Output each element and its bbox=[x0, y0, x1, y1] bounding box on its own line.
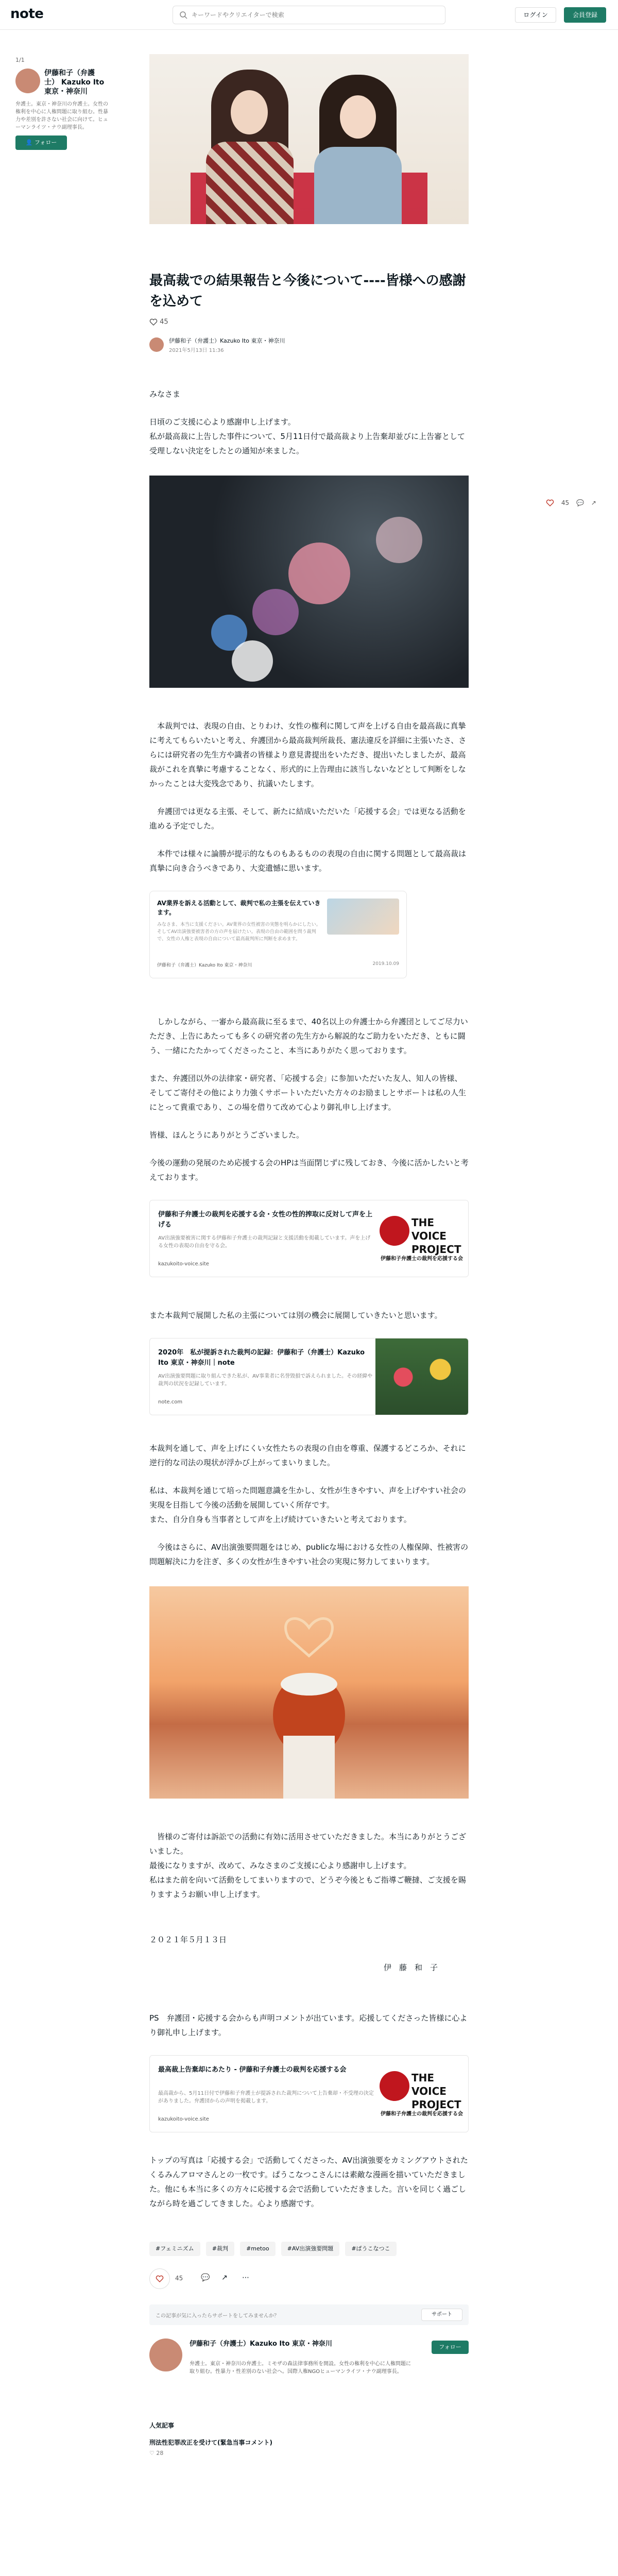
search-input[interactable] bbox=[192, 6, 439, 24]
author-profile-card bbox=[149, 2333, 469, 2416]
support-box bbox=[149, 2304, 469, 2325]
avatar[interactable] bbox=[149, 2338, 182, 2371]
tag[interactable]: #ぱうこなつこ bbox=[345, 2242, 396, 2256]
heart-icon[interactable] bbox=[149, 318, 158, 326]
popular-article-likes: ♡ 28 bbox=[149, 2450, 164, 2456]
embed-description: 最高裁から、5月11日付で伊藤和子弁護士が提訴された裁判について上告棄却・不受理の決定がありました。弁護団からの声明を掲載します。 bbox=[158, 2091, 374, 2104]
embed-description: AV出演強要被害に関する伊藤和子弁護士の裁判記録と支援活動を掲載しています。声を上げる女性の表現の自由を守る会。 bbox=[158, 1235, 371, 1249]
floating-like-count: 45 bbox=[561, 499, 570, 506]
heart-icon[interactable] bbox=[546, 499, 554, 507]
login-button[interactable]: ログイン bbox=[515, 7, 556, 23]
embed-description: AV出演強要問題に取り組んできた私が、AV事業者に名誉毀損で訴えられました。その経緯や裁判の状況を記録しています。 bbox=[158, 1374, 373, 1387]
page-indicator: 1/1 bbox=[15, 57, 25, 63]
author-name[interactable]: 伊藤和子（弁護士）Kazuko Ito 東京・神奈川 bbox=[169, 337, 285, 344]
embed-title: 2020年 私が提訴された裁判の記録：伊藤和子（弁護士）Kazuko Ito 東京・神奈川｜note bbox=[158, 1349, 365, 1367]
embed-date: 2019.10.09 bbox=[372, 961, 399, 967]
embed-site: kazukoito-voice.site bbox=[158, 2116, 209, 2122]
hero-image bbox=[149, 54, 469, 224]
embed-title: 最高裁上告棄却にあたり - 伊藤和子弁護士の裁判を応援する会 bbox=[158, 2066, 347, 2074]
avatar[interactable] bbox=[15, 69, 40, 93]
tag-list bbox=[149, 2242, 469, 2258]
tag[interactable]: #フェミニズム bbox=[149, 2242, 200, 2256]
search-box[interactable] bbox=[173, 6, 445, 24]
popular-article-title[interactable]: 刑法性犯罪改正を受けて(緊急当事コメント) bbox=[149, 2439, 272, 2446]
link-embed-card[interactable] bbox=[149, 2055, 469, 2132]
share-icon[interactable]: ↗ bbox=[591, 499, 596, 506]
voice-project-subtitle: 伊藤和子弁護士の裁判を応援する会 bbox=[381, 1256, 463, 1262]
signature-name: 伊 藤 和 子 bbox=[383, 1963, 438, 1972]
support-button[interactable]: サポート bbox=[421, 2309, 462, 2321]
embed-thumbnail bbox=[375, 1338, 468, 1415]
paragraph: 皆様のご寄付は訴訟での活動に有効に活用させていただきました。本当にありがとうございました。 最後になりますが、改めて、みなさまのご支援に心より感謝申し上げます。 私はまた前を向いて活動をしてまいりますので、どうぞ今後ともご指導ご鞭撻、ご支援を賜りますようお願い申し上げます。 bbox=[149, 1832, 467, 1899]
signup-button[interactable]: 会員登録 bbox=[564, 7, 606, 23]
paragraph: 本裁判では、表現の自由、とりわけ、女性の権利に関して声を上げる自由を最高裁に真摯に考えてもらいたいと考え、弁護団から最高裁判所裁長、憲法違反を詳細に主張いたさ、さらには研究者の先生方や識者の皆様より意見書提出をいただき、提出いたしましたが、最高裁がこれを真摯に考慮することなく、形式的に上告理由に該当しないなどとして判断をしなかったことは大変残念であり、抗議いたします。 bbox=[149, 721, 467, 788]
paragraph: 今後はさらに、AV出演強要問題をはじめ、publicな場における女性の人権保障、性被害の問題解決に力を注ぎ、多くの女性が生きやすい社会の実現に努力してまいります。 bbox=[149, 1543, 469, 1566]
search-icon bbox=[179, 11, 187, 19]
article-title: 最高裁での結果報告と今後について----皆様への感謝を込めて bbox=[149, 273, 466, 309]
sunset-image bbox=[149, 1586, 469, 1799]
paragraph: みなさま bbox=[149, 389, 181, 399]
embed-thumbnail bbox=[375, 2056, 468, 2132]
paragraph: 今後の運動の発展のため応援する会のHPは当面閉じずに残しておき、今後に活かしたいと考えております。 bbox=[149, 1158, 469, 1182]
heart-logo-icon bbox=[380, 1216, 409, 1246]
paragraph: 弁護団では更なる主張、そして、新たに結成いただいた「応援する会」では更なる活動を進める予定でした。 bbox=[149, 807, 466, 831]
like-count: 45 bbox=[175, 2275, 183, 2282]
site-header bbox=[0, 0, 618, 30]
author-bio: 弁護士。東京・神奈川の弁護士。女性の権利を中心に人権問題に取り組む。性暴力や差別を許さない社会に向けて。ヒューマンライツ・ナウ副理事長。 bbox=[15, 101, 108, 130]
follow-button[interactable]: フォロー bbox=[432, 2341, 469, 2354]
voice-project-logo: THE VOICE PROJECT bbox=[411, 1216, 461, 1256]
popular-heading: 人気記事 bbox=[149, 2422, 175, 2429]
link-embed-card[interactable] bbox=[149, 1200, 469, 1277]
heart-logo-icon bbox=[380, 2071, 409, 2101]
heart-icon bbox=[156, 2275, 164, 2283]
embed-site: note.com bbox=[158, 1399, 183, 1405]
paragraph: 本裁判を通して、声を上げにくい女性たちの表現の自由を尊重、保護するどころか、それに逆行的な司法の現状が浮かび上がってまいりました。 bbox=[149, 1444, 466, 1467]
publish-date: 2021年5月13日 11:36 bbox=[169, 348, 224, 353]
link-embed-card[interactable] bbox=[149, 1338, 469, 1415]
paragraph: 私は、本裁判を通じて培った問題意識を生かし、女性が生きやすい、声を上げやすい社会の実現を目指して今後の活動を展開していく所存です。 また、自分自身も当事者として声を上げ続けていきたいと考えております。 bbox=[149, 1486, 467, 1524]
embed-title: AV業界を訴える活動として、裁判で私の主張を伝えていきます。 bbox=[157, 900, 321, 916]
embed-description: みなさま、本当に支援ください。AV業界の女性被害の実態を明らかにしたい。そしてAV出演強要被害者の方の声を届けたい。表現の自由の範囲を問う裁判で、女性の人権と表現の自由について最高裁判所に判断を求めます。 bbox=[157, 922, 321, 942]
paragraph: また本裁判で展開した私の主張については別の機会に展開していきたいと思います。 bbox=[149, 1311, 442, 1320]
tag[interactable]: #AV出演強要問題 bbox=[281, 2242, 340, 2256]
avatar[interactable] bbox=[149, 337, 164, 352]
paragraph: また、弁護団以外の法律家・研究者、「応援する会」に参加いただいた友人、知人の皆様、そしてご寄付その他により力強くサポートいただいた方々のお励ましとサポートは私の人生にとって貴重であり、この場を借りて改めて心より御礼申し上げます。 bbox=[149, 1074, 467, 1112]
embed-site: kazukoito-voice.site bbox=[158, 1261, 209, 1267]
like-count: 45 bbox=[160, 318, 168, 326]
embed-thumbnail bbox=[375, 1200, 468, 1277]
author-name[interactable]: 伊藤和子（弁護士） Kazuko Ito 東京・神奈川 bbox=[44, 69, 105, 96]
like-row bbox=[149, 318, 469, 328]
embed-title: 伊藤和子弁護士の裁判を応援する会・女性の性的搾取に反対して声を上げる bbox=[158, 1211, 373, 1229]
paragraph: 日頃のご支援に心より感謝申し上げます。 私が最高裁に上告した事件について、5月11日付で最高裁より上告棄却並びに上告審として受理しない決定をしたとの通知が来ました。 bbox=[149, 417, 466, 455]
popular-like-count: 28 bbox=[156, 2450, 164, 2456]
note-embed-card[interactable] bbox=[149, 891, 407, 978]
embed-thumbnail bbox=[327, 899, 399, 935]
note-logo[interactable]: note bbox=[10, 6, 44, 22]
support-question: この記事が気に入ったらサポートをしてみませんか？ bbox=[156, 2313, 279, 2319]
voice-project-subtitle: 伊藤和子弁護士の裁判を応援する会 bbox=[381, 2111, 463, 2117]
paragraph: 皆様、ほんとうにありがとうございました。 bbox=[149, 1130, 304, 1140]
floating-actions bbox=[546, 499, 618, 509]
paragraph: しかしながら、一審から最高裁に至るまで、40名以上の弁護士から弁護団としてご尽力いただき、上告にあたっても多くの研究者の先生方から解説的なご助力をいただき、ともに闘う、一緒にたたかってくださったこと、本当にありがたく思っております。 bbox=[149, 1017, 468, 1055]
bokeh-image bbox=[149, 476, 469, 688]
action-bar bbox=[149, 2268, 469, 2289]
person-plus-icon: 👤 bbox=[25, 139, 33, 146]
author-row bbox=[149, 335, 469, 356]
voice-project-logo: THE VOICE PROJECT bbox=[411, 2072, 461, 2111]
article bbox=[149, 54, 469, 2456]
embed-author: 伊藤和子（弁護士）Kazuko Ito 東京・神奈川 bbox=[157, 963, 252, 968]
paragraph: トップの写真は「応援する会」で活動してくださった、AV出演強要をカミングアウトされたくるみんアロマさんとの一枚です。ぱうこなつこさんには素敵な漫画を描いていただきました。他にも本当に多くの方々に応援する会で活動していただきました。言いを同じく過ごしながら時を過ごしてきました。心より感謝です。 bbox=[149, 2156, 468, 2208]
paragraph: PS 弁護団・応援する会からも声明コメントが出ています。応援してくださった皆様に心より御礼申し上げます。 bbox=[149, 2013, 468, 2037]
author-bio: 弁護士。東京・神奈川の弁護士。ミモザの森法律事務所を開設。女性の権利を中心に人権問題に取り組む。性暴力・性差別のない社会へ。国際人権NGOヒューマンライツ・ナウ副理事長。 bbox=[190, 2361, 411, 2375]
tag[interactable]: #metoo bbox=[240, 2242, 275, 2256]
author-name[interactable]: 伊藤和子（弁護士）Kazuko Ito 東京・神奈川 bbox=[190, 2340, 332, 2348]
more-icon[interactable]: ⋯ bbox=[242, 2274, 249, 2282]
comment-icon[interactable]: 💬 bbox=[201, 2274, 210, 2282]
signature-date: ２０２１年５月１３日 bbox=[149, 1935, 227, 1944]
like-button[interactable] bbox=[149, 2268, 170, 2289]
follow-label: フォロー bbox=[34, 139, 57, 146]
comment-icon[interactable]: 💬 bbox=[576, 499, 584, 506]
sidebar-author bbox=[15, 57, 108, 150]
tag[interactable]: #裁判 bbox=[206, 2242, 234, 2256]
paragraph: 本件では様々に論勝が提示的なものもあるものの表現の自由に関する問題として最高裁は真摯に向き合うべきであり、大変遺憾に思います。 bbox=[149, 849, 467, 873]
follow-button[interactable] bbox=[15, 135, 67, 150]
share-icon[interactable]: ↗ bbox=[221, 2274, 228, 2282]
